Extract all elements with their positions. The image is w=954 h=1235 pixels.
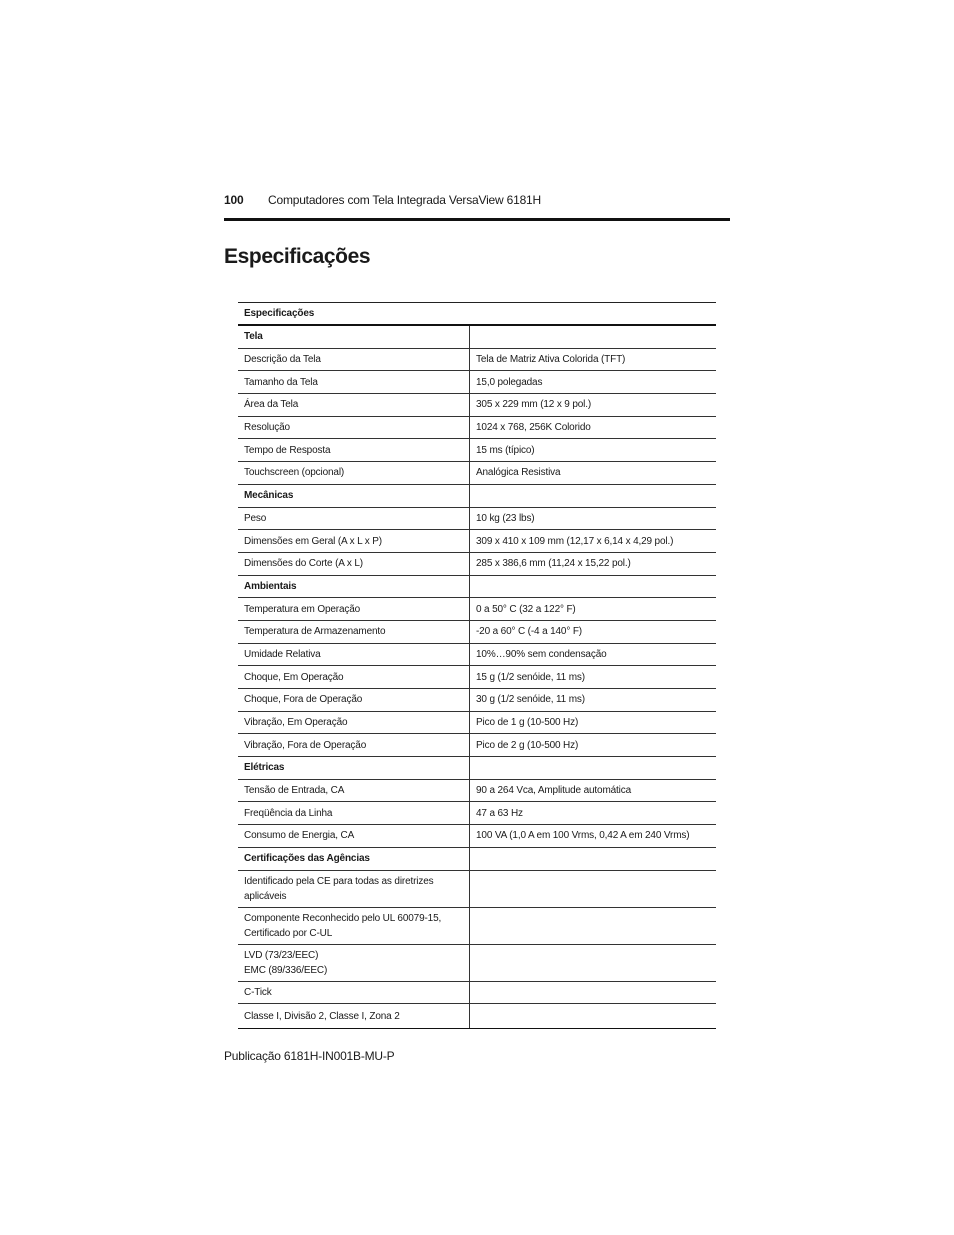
spec-value bbox=[470, 325, 717, 348]
spec-label: Identificado pela CE para todas as diretrizes aplicáveis bbox=[238, 870, 470, 907]
section-row bbox=[238, 575, 716, 598]
spec-value bbox=[470, 1004, 717, 1029]
spec-value: 15 g (1/2 senóide, 11 ms) bbox=[470, 666, 717, 689]
spec-value: 30 g (1/2 senóide, 11 ms) bbox=[470, 689, 717, 712]
spec-value: 285 x 386,6 mm (11,24 x 15,22 pol.) bbox=[470, 552, 717, 575]
spec-value: 305 x 229 mm (12 x 9 pol.) bbox=[470, 394, 717, 417]
spec-value: 10 kg (23 lbs) bbox=[470, 507, 717, 530]
page-header bbox=[224, 192, 730, 221]
spec-value: Tela de Matriz Ativa Colorida (TFT) bbox=[470, 348, 717, 371]
spec-label: Umidade Relativa bbox=[238, 643, 470, 666]
table-row bbox=[238, 620, 716, 643]
table-row bbox=[238, 802, 716, 825]
spec-value: Pico de 1 g (10-500 Hz) bbox=[470, 711, 717, 734]
table-row bbox=[238, 981, 716, 1004]
spec-label: Resolução bbox=[238, 416, 470, 439]
spec-label: Touchscreen (opcional) bbox=[238, 462, 470, 485]
spec-value bbox=[470, 870, 717, 907]
spec-label: Temperatura de Armazenamento bbox=[238, 620, 470, 643]
spec-label: Temperatura em Operação bbox=[238, 598, 470, 621]
spec-value: 100 VA (1,0 A em 100 Vrms, 0,42 A em 240 Vrms) bbox=[470, 825, 717, 848]
table-row bbox=[238, 507, 716, 530]
table-row bbox=[238, 711, 716, 734]
table-row bbox=[238, 825, 716, 848]
section-row bbox=[238, 847, 716, 870]
table-row bbox=[238, 416, 716, 439]
spec-value bbox=[470, 575, 717, 598]
table-row bbox=[238, 348, 716, 371]
spec-value: Analógica Resistiva bbox=[470, 462, 717, 485]
spec-label: Área da Tela bbox=[238, 394, 470, 417]
table-row bbox=[238, 439, 716, 462]
spec-label: Dimensões em Geral (A x L x P) bbox=[238, 530, 470, 553]
spec-label: Consumo de Energia, CA bbox=[238, 825, 470, 848]
spec-value: 15,0 polegadas bbox=[470, 371, 717, 394]
table-row bbox=[238, 944, 716, 981]
section-row bbox=[238, 757, 716, 780]
spec-label: Classe I, Divisão 2, Classe I, Zona 2 bbox=[238, 1004, 470, 1029]
spec-label: Descrição da Tela bbox=[238, 348, 470, 371]
spec-value: 90 a 264 Vca, Amplitude automática bbox=[470, 779, 717, 802]
spec-label: LVD (73/23/EEC) EMC (89/336/EEC) bbox=[238, 944, 470, 981]
section-row bbox=[238, 325, 716, 348]
section-label: Mecânicas bbox=[238, 484, 470, 507]
table-row bbox=[238, 552, 716, 575]
table-row bbox=[238, 462, 716, 485]
table-row bbox=[238, 666, 716, 689]
spec-label: Choque, Em Operação bbox=[238, 666, 470, 689]
table-row bbox=[238, 530, 716, 553]
publication-footer: Publicação 6181H-IN001B-MU-P bbox=[224, 1049, 395, 1063]
table-row bbox=[238, 870, 716, 907]
table-row bbox=[238, 689, 716, 712]
table-row bbox=[238, 371, 716, 394]
table-row bbox=[238, 779, 716, 802]
spec-label: Vibração, Fora de Operação bbox=[238, 734, 470, 757]
spec-value bbox=[470, 847, 717, 870]
section-label: Ambientais bbox=[238, 575, 470, 598]
table-row bbox=[238, 598, 716, 621]
spec-label: C-Tick bbox=[238, 981, 470, 1004]
section-label: Tela bbox=[238, 325, 470, 348]
spec-value: -20 a 60° C (-4 a 140° F) bbox=[470, 620, 717, 643]
page-title: Especificações bbox=[224, 245, 371, 268]
table-row bbox=[238, 643, 716, 666]
spec-label: Dimensões do Corte (A x L) bbox=[238, 552, 470, 575]
spec-label: Vibração, Em Operação bbox=[238, 711, 470, 734]
spec-value bbox=[470, 981, 717, 1004]
spec-value bbox=[470, 757, 717, 780]
spec-value: 1024 x 768, 256K Colorido bbox=[470, 416, 717, 439]
spec-value: 15 ms (típico) bbox=[470, 439, 717, 462]
section-label: Certificações das Agências bbox=[238, 847, 470, 870]
spec-label: Tamanho da Tela bbox=[238, 371, 470, 394]
spec-value bbox=[470, 944, 717, 981]
spec-value: 0 a 50° C (32 a 122° F) bbox=[470, 598, 717, 621]
spec-label: Tempo de Resposta bbox=[238, 439, 470, 462]
spec-value: 10%…90% sem condensação bbox=[470, 643, 717, 666]
spec-value bbox=[470, 907, 717, 944]
spec-label: Tensão de Entrada, CA bbox=[238, 779, 470, 802]
table-header-row bbox=[238, 303, 716, 326]
table-row bbox=[238, 1004, 716, 1029]
spec-value: 47 a 63 Hz bbox=[470, 802, 717, 825]
section-label: Elétricas bbox=[238, 757, 470, 780]
table-row bbox=[238, 907, 716, 944]
table-row bbox=[238, 394, 716, 417]
spec-label: Componente Reconhecido pelo UL 60079-15, Certificado por C-UL bbox=[238, 907, 470, 944]
table-body bbox=[238, 325, 716, 1029]
table-header: Especificações bbox=[238, 303, 716, 326]
spec-label: Choque, Fora de Operação bbox=[238, 689, 470, 712]
document-title: Computadores com Tela Integrada VersaView 6181H bbox=[268, 193, 541, 207]
spec-label: Peso bbox=[238, 507, 470, 530]
table-row bbox=[238, 734, 716, 757]
section-row bbox=[238, 484, 716, 507]
spec-value bbox=[470, 484, 717, 507]
page-number: 100 bbox=[224, 193, 244, 207]
specifications-table bbox=[238, 302, 716, 1029]
spec-label: Freqüência da Linha bbox=[238, 802, 470, 825]
spec-value: Pico de 2 g (10-500 Hz) bbox=[470, 734, 717, 757]
spec-value: 309 x 410 x 109 mm (12,17 x 6,14 x 4,29 pol.) bbox=[470, 530, 717, 553]
